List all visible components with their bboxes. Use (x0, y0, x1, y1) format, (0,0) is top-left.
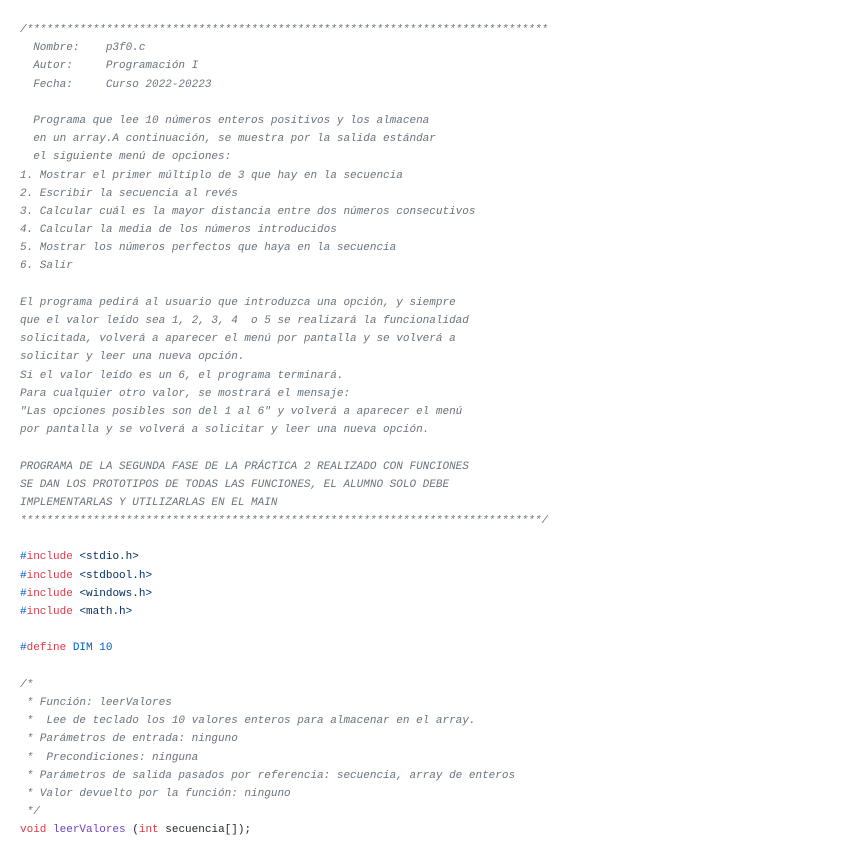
code-line-comment: /* (20, 678, 34, 691)
code-line-comment: */ (20, 806, 40, 819)
code-line-comment: IMPLEMENTARLAS Y UTILIZARLAS EN EL MAIN (20, 496, 278, 509)
code-line-comment: /******************************************************************************* (20, 24, 549, 36)
code-line-comment (20, 94, 840, 112)
code-line-comment: 2. Escribir la secuencia al revés (20, 187, 238, 200)
code-line-comment: 4. Calcular la media de los números introducidos (20, 224, 337, 237)
include-line (20, 603, 840, 621)
code-line-comment: Nombre: p3f0.c (20, 42, 146, 55)
code-line-comment (20, 439, 840, 457)
macro-value: 10 (99, 642, 113, 655)
preprocessor-keyword: include (26, 551, 73, 564)
code-line-comment: *******************************************************************************/ (20, 515, 549, 528)
code-line-comment: que el valor leído sea 1, 2, 3, 4 o 5 se realizará la funcionalidad (20, 315, 469, 327)
preprocessor-keyword: include (26, 606, 73, 618)
preprocessor-hash: # (20, 569, 27, 582)
code-line-comment: solicitada, volverá a aparecer el menú por pantalla y se volverá a (20, 333, 456, 346)
code-line-comment: PROGRAMA DE LA SEGUNDA FASE DE LA PRÁCTICA 2 REALIZADO CON FUNCIONES (20, 460, 469, 473)
code-line-comment: Si el valor leído es un 6, el programa terminará. (20, 369, 344, 382)
preprocessor-hash: # (20, 587, 27, 600)
code-line-comment: SE DAN LOS PROTOTIPOS DE TODAS LAS FUNCIONES, EL ALUMNO SOLO DEBE (20, 478, 450, 491)
include-header: <stdio.h> (79, 551, 139, 564)
preprocessor-keyword: define (26, 642, 67, 655)
code-line-comment: 5. Mostrar los números perfectos que haya en la secuencia (20, 242, 397, 255)
code-line-comment: 1. Mostrar el primer múltiplo de 3 que hay en la secuencia (20, 169, 403, 182)
function-name: leerValores (53, 824, 126, 837)
code-line-comment: el siguiente menú de opciones: (20, 151, 232, 164)
function-prototype-line (20, 821, 840, 839)
code-line-comment: * Valor devuelto por la función: ninguno (20, 787, 291, 800)
define-line (20, 639, 840, 657)
code-line-comment (20, 276, 840, 294)
code-line-comment: * Función: leerValores (20, 696, 172, 709)
preprocessor-hash: # (20, 551, 27, 564)
code-line-comment: * Precondiciones: ninguna (20, 751, 199, 764)
code-line-comment: 3. Calcular cuál es la mayor distancia entre dos números consecutivos (20, 205, 476, 218)
code-line-comment: * Lee de teclado los 10 valores enteros para almacenar en el array. (20, 715, 476, 728)
open-paren: ( (125, 824, 139, 837)
include-header: <windows.h> (79, 587, 153, 600)
include-header: <math.h> (79, 606, 133, 618)
code-line-comment: Autor: Programación I (20, 60, 199, 73)
code-line-comment: en un array.A continuación, se muestra por la salida estándar (20, 133, 436, 146)
preprocessor-hash: # (20, 642, 27, 655)
include-line (20, 567, 840, 585)
include-header: <stdbool.h> (79, 569, 153, 582)
param-type-keyword: int (138, 824, 159, 837)
include-line (20, 585, 840, 603)
code-editor[interactable] (20, 21, 840, 839)
code-line-comment: * Parámetros de entrada: ninguno (20, 733, 238, 746)
code-line-comment: Programa que lee 10 números enteros positivos y los almacena (20, 114, 430, 127)
blank-line (20, 530, 840, 548)
code-line-comment: 6. Salir (20, 260, 73, 273)
code-line-comment: solicitar y leer una nueva opción. (20, 351, 245, 364)
macro-name: DIM (72, 642, 93, 655)
param-rest: secuencia[]); (158, 824, 252, 837)
blank-line (20, 658, 840, 676)
code-line-comment: por pantalla y se volverá a solicitar y leer una nueva opción. (20, 424, 430, 437)
code-line-comment: "Las opciones posibles son del 1 al 6" y volverá a aparecer el menú (20, 405, 463, 418)
preprocessor-keyword: include (26, 569, 73, 582)
code-line-comment: El programa pedirá al usuario que introduzca una opción, y siempre (20, 296, 456, 309)
include-line (20, 548, 840, 566)
blank-line (20, 621, 840, 639)
preprocessor-hash: # (20, 606, 27, 618)
preprocessor-keyword: include (26, 587, 73, 600)
code-line-comment: Para cualquier otro valor, se mostrará el mensaje: (20, 387, 351, 400)
return-type-keyword: void (20, 824, 47, 837)
code-line-comment: * Parámetros de salida pasados por referencia: secuencia, array de enteros (20, 769, 516, 782)
code-line-comment: Fecha: Curso 2022-20223 (20, 78, 212, 91)
